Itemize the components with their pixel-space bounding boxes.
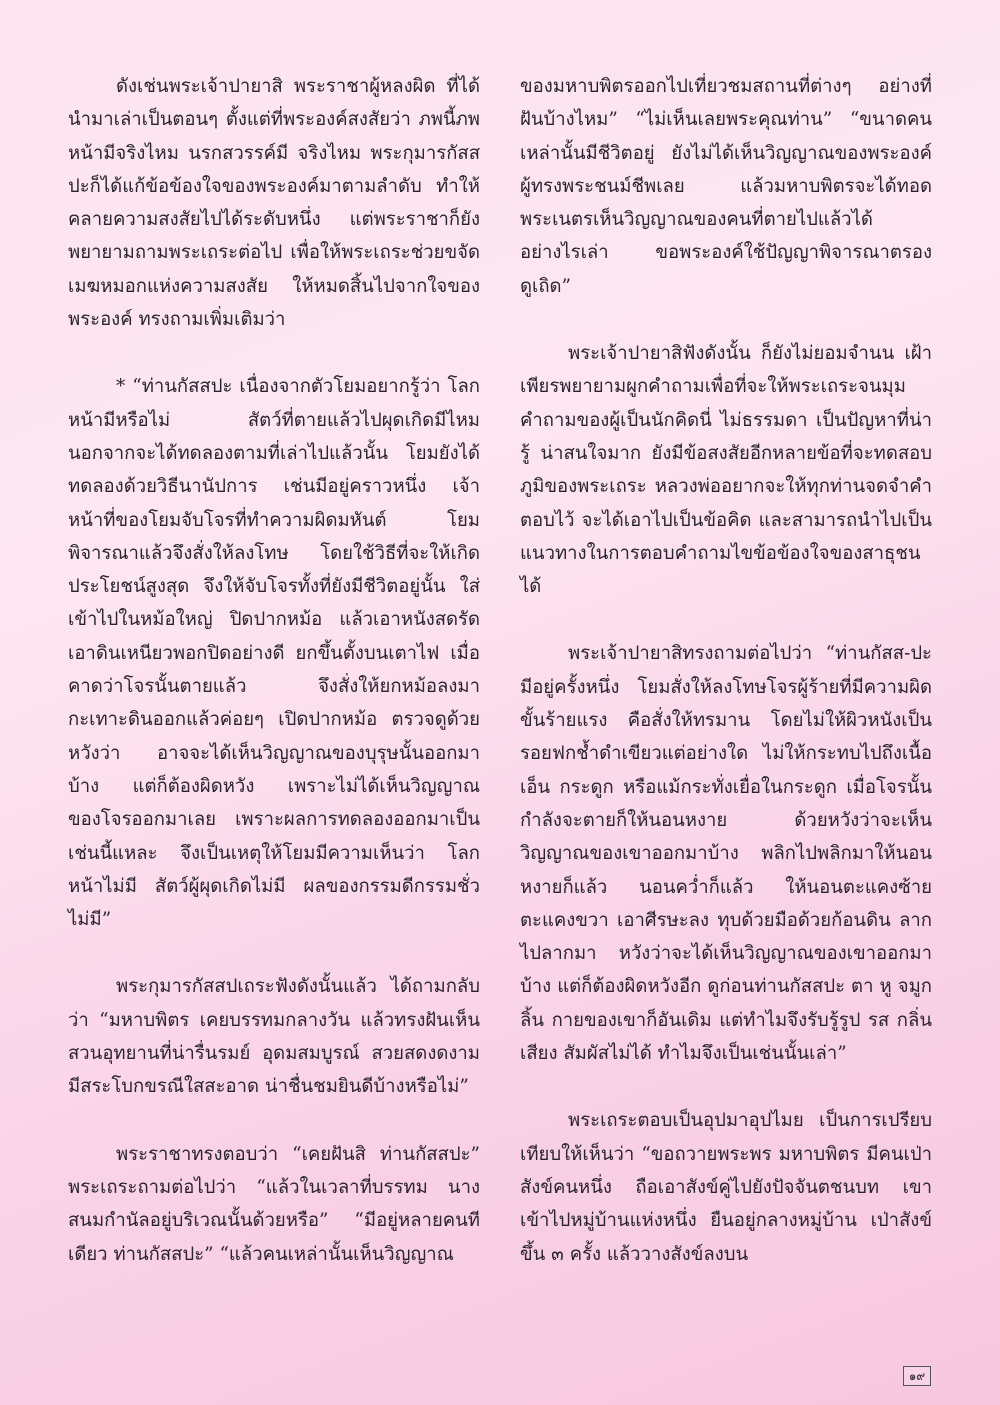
paragraph: พระกุมารกัสสปเถระฟังดังนั้นแล้ว ได้ถามกลับว่า “มหาบพิตร เคยบรรทมกลางวัน แล้วทรงฝันเห็นสวนอุทยานที่น่ารื่นรมย์ อุดมสมบูรณ์ สวยสดงดงาม มีสระโบกขรณีใสสะอาด น่าชื่นชมยินดีบ้างหรือไม่” bbox=[68, 976, 480, 1098]
paragraph: * “ท่านกัสสปะ เนื่องจากตัวโยมอยากรู้ว่า โลกหน้ามีหรือไม่ สัตว์ที่ตายแล้วไปผุดเกิดมีไหม นอกจากจะได้ทดลองตามที่เล่าไปแล้วนั้น โยมยังได้ทดลองด้วยวิธีนานัปการ เช่นมีอยู่คราวหนึ่ง เจ้าหน้าที่ของโยมจับโจรที่ทำความผิดมหันต์ โยมพิจารณาแล้วจึงสั่งให้ลงโทษ โดยใช้วิธีที่จะให้เกิดประโยชน์สูงสุด จึงให้จับโจรทั้งที่ยังมีชีวิตอยู่นั้น ใส่เข้าไปในหม้อใหญ่ ปิดปากหม้อ แล้วเอาหนังสดรัด เอาดินเหนียวพอกปิดอย่างดี ยกขึ้นตั้งบนเตาไฟ เมื่อคาดว่าโจรนั้นตายแล้ว จึงสั่งให้ยกหม้อลงมา กะเทาะดินออกแล้วค่อยๆ เปิดปากหม้อ ตรวจดูด้วยหวังว่า อาจจะได้เห็นวิญญาณของบุรุษนั้นออกมาบ้าง แต่ก็ต้องผิดหวัง เพราะไม่ได้เห็นวิญญาณของโจรออกมาเลย เพราะผลการทดลองออกมาเป็นเช่นนี้แหละ จึงเป็นเหตุให้โยมมีความเห็นว่า โลกหน้าไม่มี สัตว์ผู้ผุดเกิดไม่มี ผลของกรรมดีกรรมชั่วไม่มี” bbox=[68, 376, 480, 931]
paragraph: ดังเช่นพระเจ้าปายาสิ พระราชาผู้หลงผิด ที่ได้นำมาเล่าเป็นตอนๆ ตั้งแต่ที่พระองค์สงสัยว่า ภพนี้ภพหน้ามีจริงไหม นรกสวรรค์มี จริงไหม พระกุมารกัสสปะก็ได้แก้ข้อข้องใจของพระองค์มาตามลำดับ ทำให้คลายความสงสัยไปได้ระดับหนึ่ง แต่พระราชาก็ยังพยายามถามพระเถระต่อไป เพื่อให้พระเถระช่วยขจัดเมฆหมอกแห่งความสงสัย ให้หมดสิ้นไปจากใจของพระองค์ ทรงถามเพิ่มเติมว่า bbox=[68, 76, 480, 331]
right-column bbox=[520, 70, 932, 1305]
paragraph: พระเจ้าปายาสิฟังดังนั้น ก็ยังไม่ยอมจำนน เฝ้าเพียรพยายามผูกคำถามเพื่อที่จะให้พระเถระจนมุม คำถามของผู้เป็นนักคิดนี่ ไม่ธรรมดา เป็นปัญหาที่น่ารู้ น่าสนใจมาก ยังมีข้อสงสัยอีกหลายข้อที่จะทดสอบภูมิของพระเถระ หลวงพ่ออยากจะให้ทุกท่านจดจำคำตอบไว้ จะได้เอาไปเป็นข้อคิด และสามารถนำไปเป็นแนวทางในการตอบคำถามไขข้อข้องใจของสาธุชนได้ bbox=[520, 343, 932, 598]
paragraph: พระราชาทรงตอบว่า “เคยฝันสิ ท่านกัสสปะ” พระเถระถามต่อไปว่า “แล้วในเวลาที่บรรทม นางสนมกำนัลอยู่บริเวณนั้นด้วยหรือ” “มีอยู่หลายคนทีเดียว ท่านกัสสปะ” “แล้วคนเหล่านั้นเห็นวิญญาณ bbox=[68, 1143, 480, 1265]
paragraph: ของมหาบพิตรออกไปเที่ยวชมสถานที่ต่างๆ อย่างที่ฝันบ้างไหม” “ไม่เห็นเลยพระคุณท่าน” “ขนาดคนเหล่านั้นมีชีวิตอยู่ ยังไม่ได้เห็นวิญญาณของพระองค์ผู้ทรงพระชนม์ชีพเลย แล้วมหาบพิตรจะได้ทอดพระเนตรเห็นวิญญาณของคนที่ตายไปแล้วได้อย่างไรเล่า ขอพระองค์ใช้ปัญญาพิจารณาตรองดูเถิด” bbox=[520, 76, 932, 297]
paragraph: พระเถระตอบเป็นอุปมาอุปไมย เป็นการเปรียบเทียบให้เห็นว่า “ขอถวายพระพร มหาบพิตร มีคนเป่าสังข์คนหนึ่ง ถือเอาสังข์คู่ไปยังปัจจันตชนบท เขาเข้าไปหมู่บ้านแห่งหนึ่ง ยืนอยู่กลางหมู่บ้าน เป่าสังข์ขึ้น ๓ ครั้ง แล้ววางสังข์ลงบน bbox=[520, 1110, 932, 1265]
page-number: ๑๙ bbox=[903, 1366, 931, 1386]
paragraph: พระเจ้าปายาสิทรงถามต่อไปว่า “ท่านกัสส-ปะ มีอยู่ครั้งหนึ่ง โยมสั่งให้ลงโทษโจรผู้ร้ายที่มีความผิดขั้นร้ายแรง คือสั่งให้ทรมาน โดยไม่ให้ผิวหนังเป็นรอยฟกช้ำดำเขียวแต่อย่างใด ไม่ให้กระทบไปถึงเนื้อ เอ็น กระดูก หรือแม้กระทั่งเยื่อในกระดูก เมื่อโจรนั้นกำลังจะตายก็ให้นอนหงาย ด้วยหวังว่าจะเห็นวิญญาณของเขาออกมาบ้าง พลิกไปพลิกมาให้นอนหงายก็แล้ว นอนคว่ำก็แล้ว ให้นอนตะแคงซ้ายตะแคงขวา เอาศีรษะลง ทุบด้วยมือด้วยก้อนดิน ลากไปลากมา หวังว่าจะได้เห็นวิญญาณของเขาออกมาบ้าง แต่ก็ต้องผิดหวังอีก ดูก่อนท่านกัสสปะ ตา หู จมูก ลิ้น กายของเขาก็อันเดิม แต่ทำไมจึงรับรู้รูป รส กลิ่น เสียง สัมผัสไม่ได้ ทำไมจึงเป็นเช่นนั้นเล่า” bbox=[520, 643, 932, 1065]
left-column bbox=[68, 70, 480, 1305]
